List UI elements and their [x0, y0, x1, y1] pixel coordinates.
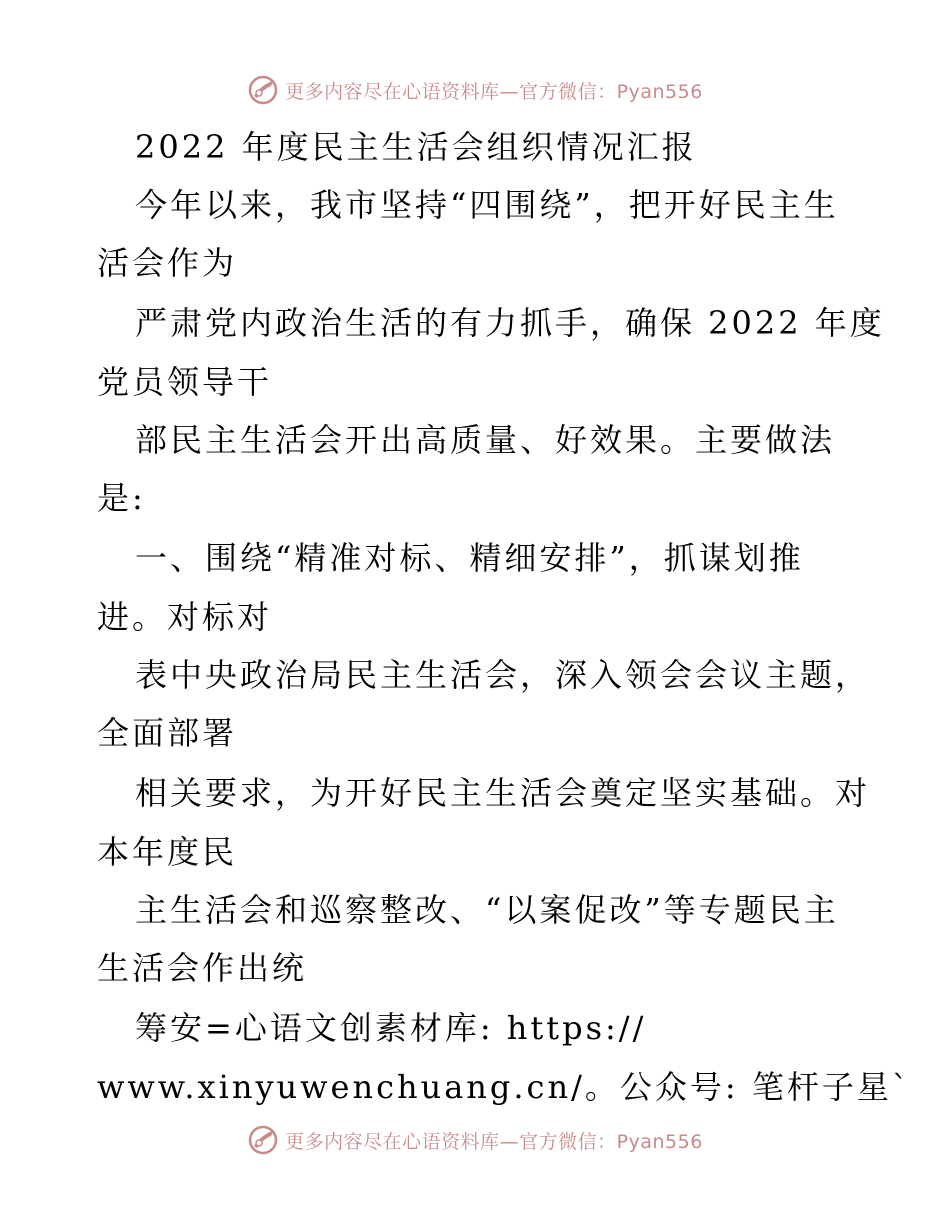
paragraph-line: 筹安=心语文创素材库: https:// [135, 1009, 647, 1047]
paragraph-line: 党员领导干 [97, 363, 273, 401]
paragraph-line: www.xinyuwenchuang.cn/。公众号: 笔杆子星` [97, 1068, 911, 1106]
paragraph-line: 严肃党内政治生活的有力抓手，确保 2022 年度 [135, 304, 885, 342]
section-heading-line: 一、围绕“精准对标、精细安排”，抓谋划推 [135, 539, 804, 577]
footer-watermark [0, 1120, 950, 1160]
brush-logo-icon [247, 74, 279, 106]
paragraph-line: 今年以来，我市坚持“四围绕”，把开好民主生 [135, 186, 839, 224]
paragraph-line: 是: [97, 479, 146, 517]
paragraph-line: 活会作为 [97, 244, 238, 282]
paragraph-line: 部民主生活会开出高质量、好效果。主要做法 [135, 421, 836, 459]
paragraph-line: 相关要求，为开好民主生活会奠定坚实基础。对 [135, 774, 871, 812]
watermark-text: 更多内容尽在心语资料库—官方微信：Pyan556 [285, 1130, 703, 1153]
watermark-text: 更多内容尽在心语资料库—官方微信：Pyan556 [285, 80, 703, 103]
paragraph-line: 生活会作出统 [97, 949, 308, 987]
paragraph-line: 主生活会和巡察整改、“以案促改”等专题民主 [135, 891, 839, 929]
paragraph-line: 进。对标对 [97, 598, 273, 636]
brush-logo-icon [247, 1124, 279, 1156]
paragraph-line: 全面部署 [97, 714, 238, 752]
document-title: 2022 年度民主生活会组织情况汇报 [135, 128, 697, 166]
paragraph-line: 本年度民 [97, 833, 238, 871]
paragraph-line: 表中央政治局民主生活会，深入领会会议主题， [135, 656, 871, 694]
header-watermark [0, 70, 950, 110]
